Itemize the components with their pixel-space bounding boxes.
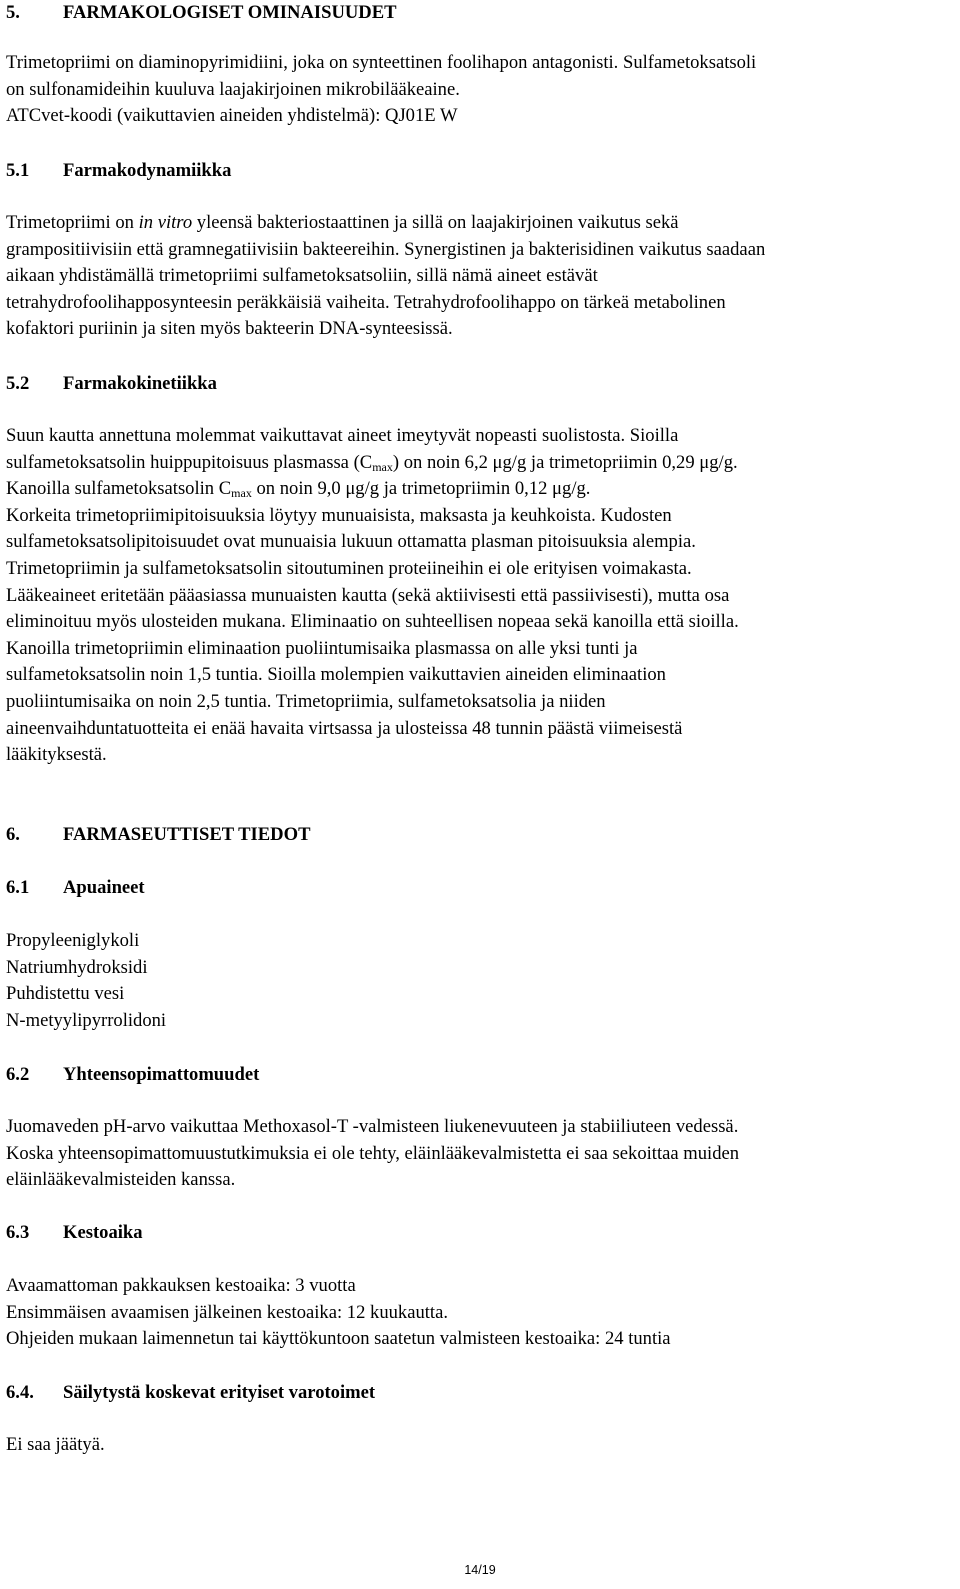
section-number: 6.1 (6, 877, 30, 898)
section-title: Farmakodynamiikka (63, 160, 232, 181)
section-number: 6.3 (6, 1222, 30, 1243)
paragraph-line: ATCvet-koodi (vaikuttavien aineiden yhdistelmä): QJ01E W (6, 105, 458, 127)
section-title: Kestoaika (63, 1222, 143, 1243)
paragraph-line: puoliintumisaika on noin 2,5 tuntia. Trimetopriimia, sulfametoksatsolia ja niiden (6, 690, 606, 712)
paragraph-line: lääkityksestä. (6, 744, 107, 766)
section-6-4-body (6, 1432, 936, 1459)
section-title: FARMASEUTTISET TIEDOT (63, 824, 311, 845)
section-5-2-heading (6, 371, 936, 398)
paragraph-line: Koska yhteensopimattomuustutkimuksia ei ole tehty, eläinlääkevalmistetta ei saa sekoittaa muiden (6, 1142, 740, 1164)
paragraph-line: grampositiivisiin että gramnegatiivisiin bakteereihin. Synergistinen ja bakterisidinen vaikutus saadaan (6, 238, 766, 260)
paragraph-line: Avaamattoman pakkauksen kestoaika: 3 vuotta (6, 1275, 356, 1296)
section-title: Apuaineet (63, 877, 145, 898)
paragraph-line: on sulfonamideihin kuuluva laajakirjoinen mikrobilääkeaine. (6, 78, 460, 100)
text-run: sulfametoksatsolin huippupitoisuus plasmassa (C (6, 451, 373, 473)
section-5-intro (6, 50, 936, 130)
paragraph-line: sulfametoksatsolipitoisuudet ovat munuaisia lukuun ottamatta plasman pitoisuuksia alempia. (6, 531, 696, 553)
section-number: 6.2 (6, 1064, 30, 1085)
section-6-3-heading (6, 1220, 936, 1247)
section-number: 5. (6, 2, 20, 23)
paragraph-line: Ei saa jäätyä. (6, 1434, 105, 1455)
paragraph-line: sulfametoksatsolin noin 1,5 tuntia. Sioilla molempien vaikuttavien aineiden eliminaation (6, 664, 666, 686)
paragraph-line: aineenvaihduntatuotteita ei enää havaita virtsassa ja ulosteissa 48 tunnin päästä viimeisestä (6, 717, 683, 739)
subscript: max (231, 486, 252, 501)
text-run: yleensä bakteriostaattinen ja sillä on laajakirjoinen vaikutus sekä (192, 212, 679, 233)
text-run: on noin 9,0 μg/g ja trimetopriimin 0,12 μg/g. (251, 478, 591, 500)
excipient-list (6, 928, 936, 1034)
page-number: 14/19 (464, 1563, 496, 1577)
section-number: 6. (6, 824, 20, 845)
section-6-1-heading (6, 875, 936, 902)
section-number: 5.2 (6, 373, 30, 394)
paragraph-line: eliminoituu myös ulosteiden mukana. Eliminaatio on suhteellisen nopeaa sekä kanoilla että sioilla. (6, 611, 739, 633)
section-number: 5.1 (6, 160, 30, 181)
section-6-4-heading (6, 1380, 936, 1407)
paragraph-line (6, 210, 936, 237)
list-item: Natriumhydroksidi (6, 956, 148, 978)
text-run: Trimetopriimi on (6, 212, 139, 233)
paragraph-line: Lääkeaineet eritetään pääasiassa munuaisten kautta (sekä aktiivisesti että passiivisesti), mutta osa (6, 584, 730, 606)
section-6-heading (6, 822, 936, 849)
section-6-2-body (6, 1114, 936, 1194)
section-6-3-body (6, 1273, 936, 1353)
paragraph-line: Trimetopriimi on diaminopyrimidiini, joka on synteettinen foolihapon antagonisti. Sulfametoksatsoli (6, 52, 757, 73)
paragraph-line: Korkeita trimetopriimipitoisuuksia löytyy munuaisista, maksasta ja keuhkoista. Kudosten (6, 504, 672, 526)
list-item: Puhdistettu vesi (6, 983, 125, 1005)
section-title: Yhteensopimattomuudet (63, 1064, 260, 1085)
section-title: Farmakokinetiikka (63, 373, 217, 394)
section-5-2-body (6, 423, 936, 769)
paragraph-line: tetrahydrofoolihapposynteesin peräkkäisiä vaiheita. Tetrahydrofoolihappo on tärkeä metabolinen (6, 291, 726, 313)
section-title: FARMAKOLOGISET OMINAISUUDET (63, 2, 397, 23)
paragraph-line (6, 476, 936, 503)
paragraph-line: Juomaveden pH-arvo vaikuttaa Methoxasol-T -valmisteen liukenevuuteen ja stabiiliuteen vedessä. (6, 1116, 739, 1137)
text-run: Kanoilla sulfametoksatsolin C (6, 478, 232, 500)
paragraph-line: eläinlääkevalmisteiden kanssa. (6, 1169, 236, 1191)
section-6-2-heading (6, 1062, 936, 1089)
section-number: 6.4. (6, 1382, 34, 1403)
italic-term: in vitro (138, 212, 193, 233)
paragraph-line: Trimetopriimin ja sulfametoksatsolin sitoutuminen proteiineihin ei ole erityisen voimakasta. (6, 557, 692, 579)
section-5-1-body (6, 210, 936, 343)
section-title: Säilytystä koskevat erityiset varotoimet (63, 1382, 376, 1403)
list-item: Propyleeniglykoli (6, 930, 140, 951)
paragraph-line: aikaan yhdistämällä trimetopriimi sulfametoksatsoliin, sillä nämä aineet estävät (6, 265, 598, 287)
list-item: N-metyylipyrrolidoni (6, 1009, 167, 1031)
paragraph-line: Ohjeiden mukaan laimennetun tai käyttökuntoon saatetun valmisteen kestoaika: 24 tuntia (6, 1328, 671, 1350)
section-5-1-heading (6, 158, 936, 185)
paragraph-line: Suun kautta annettuna molemmat vaikuttavat aineet imeytyvät nopeasti suolistosta. Sioilla (6, 425, 679, 446)
text-run: ) on noin 6,2 μg/g ja trimetopriimin 0,29 μg/g. (392, 451, 738, 473)
section-5-heading (6, 0, 936, 27)
paragraph-line: Kanoilla trimetopriimin eliminaation puoliintumisaika plasmassa on alle yksi tunti ja (6, 637, 638, 659)
subscript: max (372, 459, 393, 474)
paragraph-line: Ensimmäisen avaamisen jälkeinen kestoaika: 12 kuukautta. (6, 1301, 448, 1323)
paragraph-line: kofaktori puriinin ja siten myös bakteerin DNA-synteesissä. (6, 318, 453, 340)
paragraph-line (6, 450, 936, 477)
